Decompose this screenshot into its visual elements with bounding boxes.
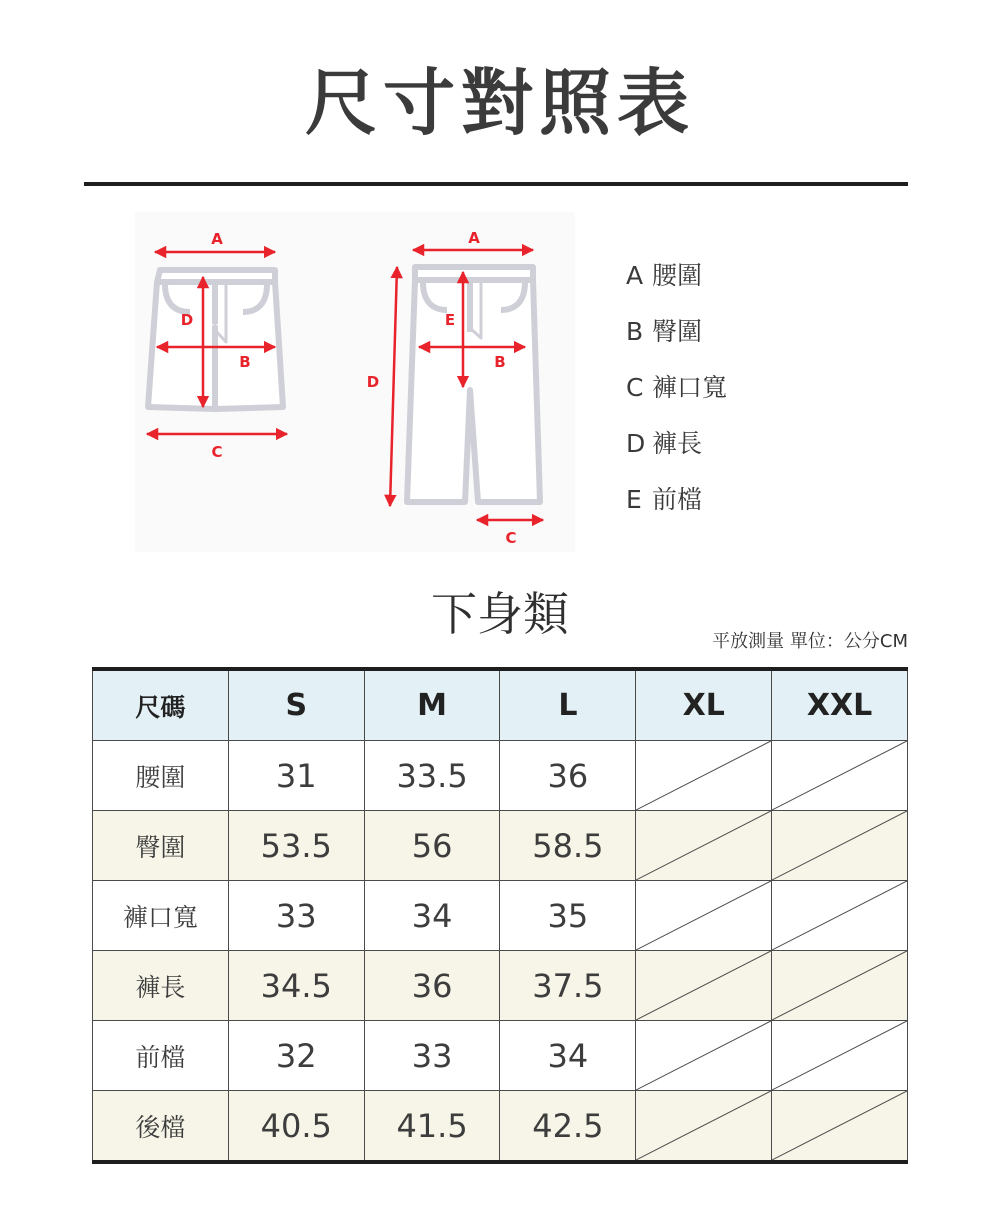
table-cell: 34.5 — [228, 951, 364, 1021]
row-label: 褲長 — [93, 951, 229, 1021]
table-cell: 56 — [364, 811, 500, 881]
legend-item-waist: A 腰圍 — [626, 261, 703, 290]
table-cell: 31 — [228, 741, 364, 811]
section-title: 下身類 — [431, 587, 569, 641]
measurement-legend — [626, 248, 727, 528]
row-label: 臀圍 — [93, 811, 229, 881]
table-cell: 36 — [500, 741, 636, 811]
table-cell: 36 — [364, 951, 500, 1021]
table-row — [93, 951, 908, 1021]
table-cell: 40.5 — [228, 1091, 364, 1163]
empty-cell — [636, 881, 772, 951]
pants-marker-d: D — [366, 373, 380, 391]
header-size-xl: XL — [636, 669, 772, 741]
empty-cell — [772, 881, 908, 951]
shorts-marker-c: C — [211, 443, 223, 461]
shorts-marker-b: B — [239, 353, 251, 371]
header-size-s: S — [228, 669, 364, 741]
row-label: 褲口寬 — [93, 881, 229, 951]
unit-note: 平放測量 單位：公分CM — [712, 631, 908, 652]
row-label: 前檔 — [93, 1021, 229, 1091]
table-row — [93, 811, 908, 881]
table-row — [93, 741, 908, 811]
table-cell: 32 — [228, 1021, 364, 1091]
empty-cell — [636, 811, 772, 881]
table-row — [93, 1021, 908, 1091]
empty-cell — [772, 1021, 908, 1091]
shorts-illustration — [148, 270, 283, 409]
table-cell: 34 — [500, 1021, 636, 1091]
pants-marker-a: A — [468, 229, 480, 247]
legend-item-front-rise: E 前檔 — [626, 485, 703, 514]
table-row — [93, 881, 908, 951]
pants-illustration — [407, 267, 540, 502]
row-label: 後檔 — [93, 1091, 229, 1163]
legend-item-leg-opening: C 褲口寬 — [626, 373, 728, 402]
empty-cell — [772, 951, 908, 1021]
header-size-m: M — [364, 669, 500, 741]
legend-item-hip: B 臀圍 — [626, 317, 703, 346]
empty-cell — [636, 1091, 772, 1163]
table-cell: 41.5 — [364, 1091, 500, 1163]
table-cell: 42.5 — [500, 1091, 636, 1163]
table-cell: 33 — [364, 1021, 500, 1091]
table-row — [93, 1091, 908, 1163]
row-label: 腰圍 — [93, 741, 229, 811]
table-cell: 58.5 — [500, 811, 636, 881]
empty-cell — [636, 951, 772, 1021]
table-cell: 33 — [228, 881, 364, 951]
shorts-marker-a: A — [211, 230, 223, 248]
table-cell: 33.5 — [364, 741, 500, 811]
pants-marker-c: C — [505, 529, 517, 547]
table-cell: 37.5 — [500, 951, 636, 1021]
table-cell: 53.5 — [228, 811, 364, 881]
empty-cell — [772, 1091, 908, 1163]
legend-item-length: D 褲長 — [626, 429, 703, 458]
empty-cell — [636, 1021, 772, 1091]
shorts-marker-d: D — [180, 311, 194, 329]
empty-cell — [772, 811, 908, 881]
header-size-xxl: XXL — [772, 669, 908, 741]
empty-cell — [636, 741, 772, 811]
header-size-label: 尺碼 — [93, 669, 229, 741]
header-size-l: L — [500, 669, 636, 741]
pants-marker-e: E — [444, 311, 456, 329]
pants-marker-b: B — [494, 353, 506, 371]
title-divider — [84, 182, 908, 186]
table-cell: 35 — [500, 881, 636, 951]
table-cell: 34 — [364, 881, 500, 951]
page-title: 尺寸對照表 — [304, 61, 695, 145]
empty-cell — [772, 741, 908, 811]
table-header-row — [93, 669, 908, 741]
size-table — [92, 667, 908, 1164]
measurement-diagram — [135, 212, 575, 552]
